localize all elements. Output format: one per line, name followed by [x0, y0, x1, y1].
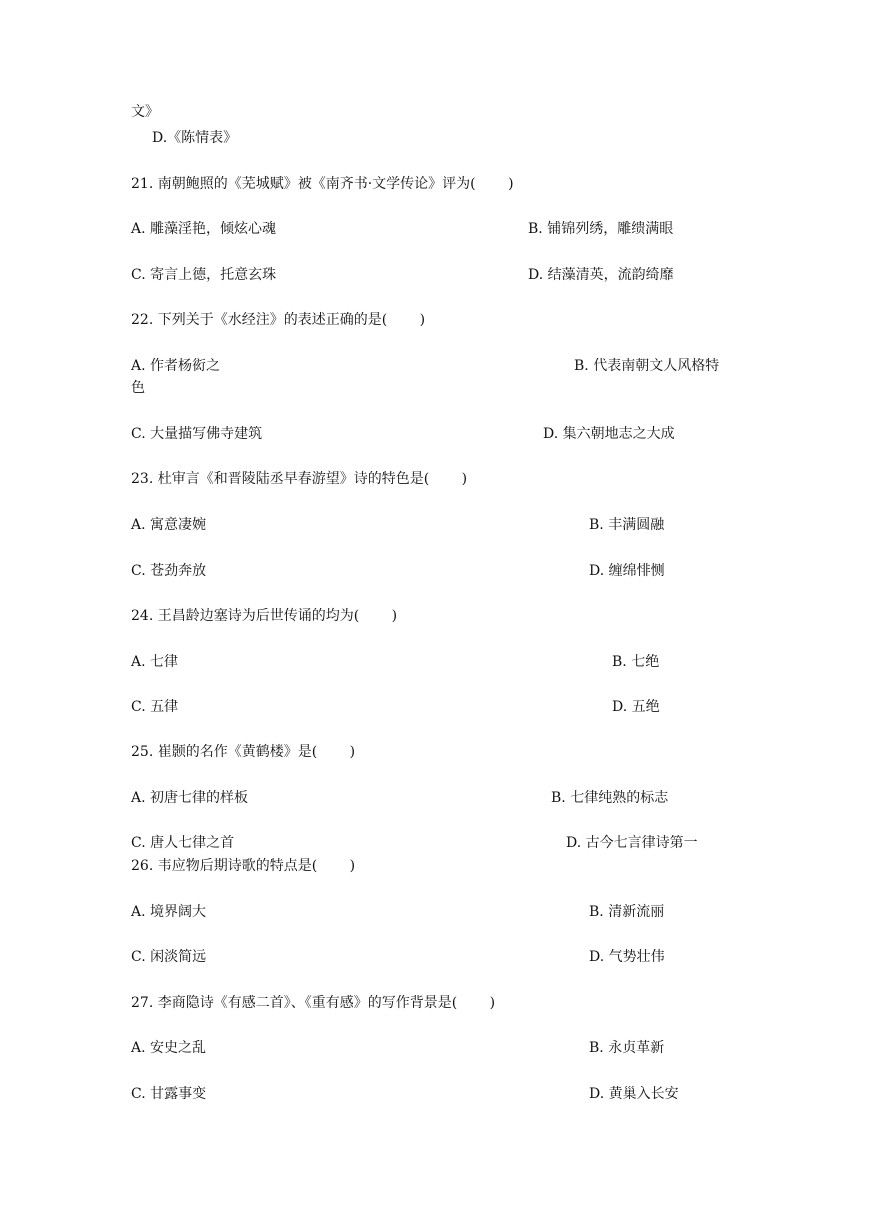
- option-b: B. 丰满圆融: [589, 517, 665, 533]
- option-d: D. 集六朝地志之大成: [543, 426, 675, 442]
- option-a: A. 雕藻淫艳，倾炫心魂: [131, 221, 277, 237]
- option-b-wrap: 色: [131, 380, 145, 396]
- option-c: C. 甘露事变: [131, 1086, 207, 1102]
- continued-text: 文》: [131, 104, 159, 120]
- question-stem: 26. 韦应物后期诗歌的特点是( ): [131, 858, 356, 874]
- option-a: A. 寓意凄婉: [131, 517, 207, 533]
- option-c: C. 苍劲奔放: [131, 563, 207, 579]
- option-c: C. 五律: [131, 699, 179, 715]
- option-b: B. 永贞革新: [589, 1040, 665, 1056]
- option-b: B. 七绝: [612, 654, 660, 670]
- option-c: C. 唐人七律之首: [131, 835, 235, 851]
- question-stem: 27. 李商隐诗《有感二首》、《重有感》的写作背景是( ): [131, 995, 496, 1011]
- question-stem: 21. 南朝鲍照的《芜城赋》被《南齐书·文学传论》评为( ): [131, 176, 514, 192]
- question-stem: 23. 杜审言《和晋陵陆丞早春游望》诗的特色是( ): [131, 471, 468, 487]
- option-d: D. 结藻清英，流韵绮靡: [528, 267, 674, 283]
- option-d: D. 缠绵悱恻: [589, 563, 665, 579]
- option-a: A. 七律: [131, 654, 179, 670]
- option-a: A. 作者杨衒之: [131, 358, 221, 374]
- option-b: B. 清新流丽: [589, 904, 665, 920]
- option-a: A. 境界阔大: [131, 904, 207, 920]
- option-d: D. 气势壮伟: [589, 949, 665, 965]
- option-d: D. 五绝: [612, 699, 660, 715]
- option-d-fragment: D.《陈情表》: [152, 130, 238, 146]
- question-stem: 25. 崔颢的名作《黄鹤楼》是( ): [131, 744, 356, 760]
- option-c: C. 寄言上德，托意玄珠: [131, 267, 277, 283]
- question-stem: 22. 下列关于《水经注》的表述正确的是( ): [131, 312, 426, 328]
- option-a: A. 安史之乱: [131, 1040, 207, 1056]
- option-a: A. 初唐七律的样板: [131, 790, 249, 806]
- option-c: C. 大量描写佛寺建筑: [131, 426, 263, 442]
- question-stem: 24. 王昌龄边塞诗为后世传诵的均为( ): [131, 608, 398, 624]
- option-b: B. 代表南朝文人风格特: [574, 358, 720, 374]
- option-b: B. 铺锦列绣，雕缋满眼: [528, 221, 674, 237]
- option-d: D. 黄巢入长安: [589, 1086, 679, 1102]
- option-d: D. 古今七言律诗第一: [566, 835, 698, 851]
- option-b: B. 七律纯熟的标志: [551, 790, 669, 806]
- option-c: C. 闲淡简远: [131, 949, 207, 965]
